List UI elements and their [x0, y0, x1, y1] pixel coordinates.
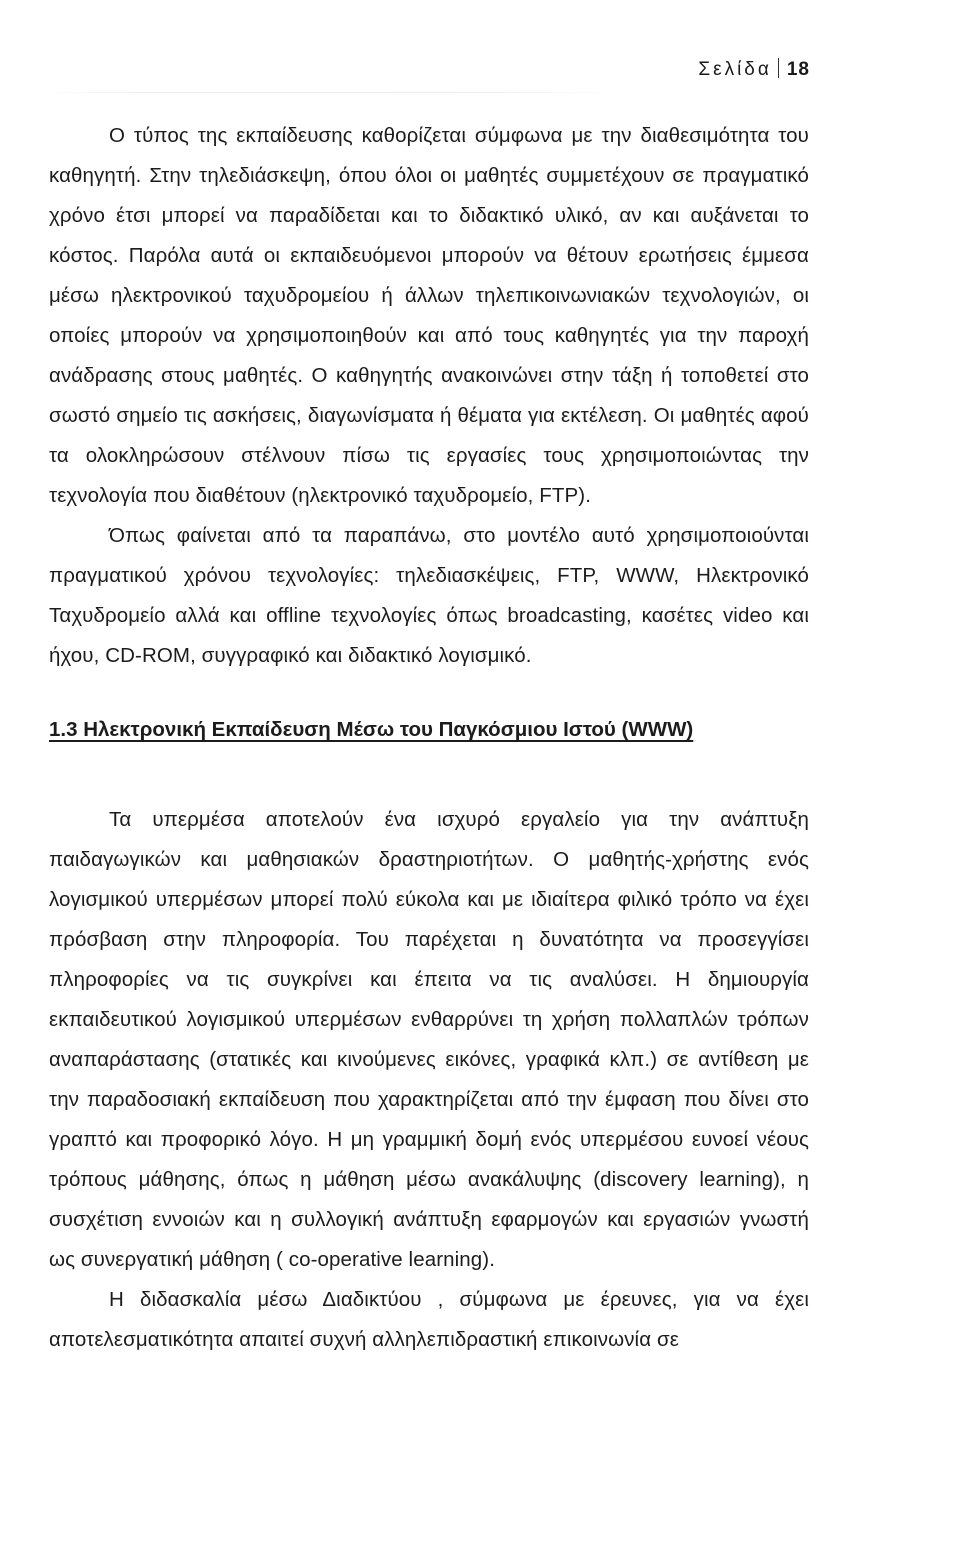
- paragraph-2: Όπως φαίνεται από τα παραπάνω, στο μοντέλο αυτό χρησιμοποιούνται πραγματικού χρόνου τεχνολογίες: τηλεδιασκέψεις, FTP, WWW, Ηλεκτρονικό Ταχυδρομείο αλλά και offline τεχνολογίες όπως broadcasting, κασέτες video και ήχου, CD-ROM, συγγραφικό και διδακτικό λογισμικό.: [49, 524, 809, 667]
- section-spacer: [49, 676, 809, 710]
- section-heading: 1.3 Ηλεκτρονική Εκπαίδευση Μέσω του Παγκόσμιου Ιστού (WWW): [49, 718, 694, 741]
- header-separator: [778, 58, 779, 78]
- page-label: Σελίδα: [698, 59, 772, 80]
- page-header: [698, 58, 810, 81]
- heading-spacer: [49, 750, 809, 800]
- header-rule: [40, 92, 620, 93]
- paragraph-4: Η διδασκαλία μέσω Διαδικτύου , σύμφωνα με έρευνες, για να έχει αποτελεσματικότητα απαιτεί συχνή αλληλεπιδραστική επικοινωνία σε: [49, 1288, 809, 1351]
- paragraph-3: Τα υπερμέσα αποτελούν ένα ισχυρό εργαλείο για την ανάπτυξη παιδαγωγικών και μαθησιακών δραστηριοτήτων. Ο μαθητής-χρήστης ενός λογισμικού υπερμέσων μπορεί πολύ εύκολα και με ιδιαίτερα φιλικό τρόπο να έχει πρόσβαση στην πληροφορία. Του παρέχεται η δυνατότητα να προσεγγίσει πληροφορίες να τις συγκρίνει και έπειτα να τις αναλύσει. Η δημιουργία εκπαιδευτικού λογισμικού υπερμέσων ενθαρρύνει τη χρήση πολλαπλών τρόπων αναπαράστασης (στατικές και κινούμενες εικόνες, γραφικά κλπ.) σε αντίθεση με την παραδοσιακή εκπαίδευση που χαρακτηρίζεται από την έμφαση που δίνει στο γραπτό και προφορικό λόγο. Η μη γραμμική δομή ενός υπερμέσου ευνοεί νέους τρόπους μάθησης, όπως η μάθηση μέσω ανακάλυψης (discovery learning), η συσχέτιση εννοιών και η συλλογική ανάπτυξη εφαρμογών και εργασιών γνωστή ως συνεργατική μάθηση ( co-operative learning).: [49, 808, 809, 1271]
- paragraph-1: Ο τύπος της εκπαίδευσης καθορίζεται σύμφωνα με την διαθεσιμότητα του καθηγητή. Στην τηλεδιάσκεψη, όπου όλοι οι μαθητές συμμετέχουν σε πραγματικό χρόνο έτσι μπορεί να παραδίδεται και το διδακτικό υλικό, αν και αυξάνεται το κόστος. Παρόλα αυτά οι εκπαιδευόμενοι μπορούν να θέτουν ερωτήσεις έμμεσα μέσω ηλεκτρονικού ταχυδρομείου ή άλλων τηλεπικοινωνιακών τεχνολογιών, οι οποίες μπορούν να χρησιμοποιηθούν και από τους καθηγητές για την παροχή ανάδρασης στους μαθητές. Ο καθηγητής ανακοινώνει στην τάξη ή τοποθετεί στο σωστό σημείο τις ασκήσεις, διαγωνίσματα ή θέματα για εκτέλεση. Οι μαθητές αφού τα ολοκληρώσουν στέλνουν πίσω τις εργασίες τους χρησιμοποιώντας την τεχνολογία που διαθέτουν (ηλεκτρονικό ταχυδρομείο, FTP).: [49, 124, 809, 507]
- document-body: [49, 116, 809, 1360]
- page-number: 18: [786, 59, 810, 80]
